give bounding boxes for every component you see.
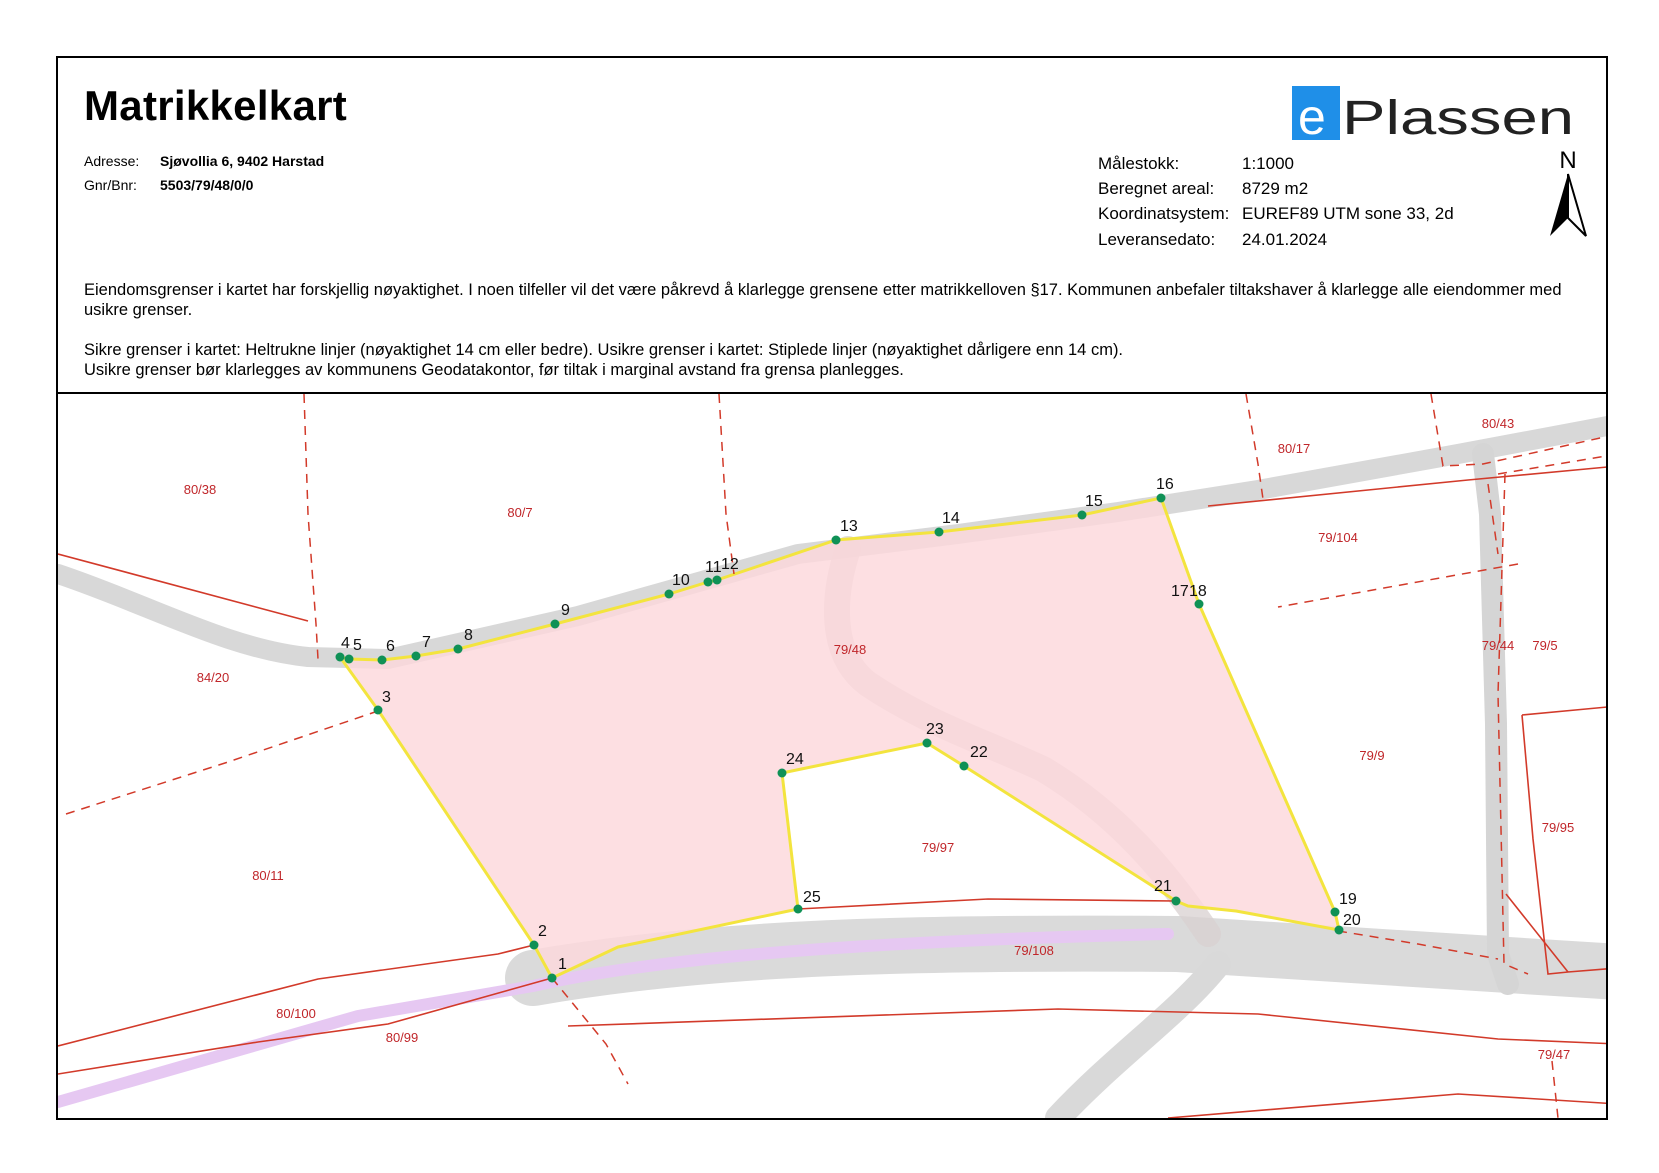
label-79-47: 79/47 (1537, 1047, 1571, 1062)
logo-letter-e: e (1298, 89, 1326, 144)
area-value: 8729 m2 (1242, 179, 1309, 198)
scale-label: Målestokk: (1098, 154, 1180, 173)
point-14 (935, 528, 944, 537)
point-19 (1331, 908, 1340, 917)
label-80-11: 80/11 (252, 868, 284, 883)
address-label: Adresse: (84, 153, 140, 169)
point-label-18: 18 (1189, 583, 1207, 600)
point-5 (345, 655, 354, 664)
cadastral-map (58, 394, 1606, 1118)
area-label: Beregnet areal: (1098, 179, 1215, 198)
point-label-9: 9 (561, 602, 570, 619)
point-6 (378, 656, 387, 665)
point-label-14: 14 (942, 510, 960, 527)
point-label-16: 16 (1156, 476, 1174, 493)
label-79-9: 79/9 (1359, 748, 1385, 763)
point-11 (704, 578, 713, 587)
crs-label: Koordinatsystem: (1098, 204, 1230, 223)
label-79-108: 79/108 (1014, 943, 1054, 958)
crs-value: EUREF89 UTM sone 33, 2d (1242, 204, 1454, 223)
label-80-100: 80/100 (276, 1006, 316, 1021)
point-25 (794, 905, 803, 914)
label-79-44: 79/44 (1481, 638, 1515, 653)
point-label-20: 20 (1343, 912, 1361, 929)
label-80-43: 80/43 (1481, 416, 1515, 431)
point-label-25: 25 (803, 889, 821, 906)
point-8 (454, 645, 463, 654)
parcel-79-48[interactable] (340, 498, 1339, 978)
point-16 (1157, 494, 1166, 503)
label-79-104: 79/104 (1318, 530, 1358, 545)
point-label-6: 6 (386, 638, 395, 655)
point-24 (778, 769, 787, 778)
disclaimer-line-types: Sikre grenser i kartet: Heltrukne linjer (nøyaktighet 14 cm eller bedre). Usikre grenser i kartet: Stiplede linjer (nøyaktighet dårligere enn 14 cm). (84, 341, 1124, 359)
point-label-17: 17 (1171, 583, 1189, 600)
point-12 (713, 576, 722, 585)
map-sheet (56, 56, 1608, 1120)
gnr-label: Gnr/Bnr: (84, 177, 137, 193)
label-84-20: 84/20 (196, 670, 230, 685)
point-label-2: 2 (538, 923, 547, 940)
road-southeast (1058, 964, 1218, 1118)
point-label-3: 3 (382, 689, 391, 706)
point-label-7: 7 (422, 634, 431, 651)
label-79-97: 79/97 (921, 840, 955, 855)
address-value: Sjøvollia 6, 9402 Harstad (160, 153, 325, 169)
page-title: Matrikkelkart (84, 82, 348, 129)
point-4 (336, 653, 345, 662)
point-label-21: 21 (1154, 878, 1172, 895)
point-13 (832, 536, 841, 545)
label-79-48: 79/48 (833, 642, 867, 657)
logo-wordmark: Plassen (1342, 92, 1574, 144)
point-label-11: 11 (705, 559, 722, 576)
point-label-23: 23 (926, 721, 944, 738)
date-value: 24.01.2024 (1242, 230, 1328, 249)
gnr-value: 5503/79/48/0/0 (160, 177, 254, 193)
point-15 (1078, 511, 1087, 520)
date-label: Leveransedato: (1098, 230, 1216, 249)
point-label-1: 1 (558, 956, 567, 973)
label-80-17: 80/17 (1277, 441, 1311, 456)
label-79-5: 79/5 (1532, 638, 1558, 653)
point-10 (665, 590, 674, 599)
disclaimer-clarify: Usikre grenser bør klarlegges av kommunens Geodatakontor, før tiltak i marginal avstand fra grensa planlegges. (84, 361, 904, 379)
label-79-95: 79/95 (1541, 820, 1575, 835)
north-arrow-icon (1540, 146, 1596, 240)
point-3 (374, 706, 383, 715)
point-17 (1195, 600, 1204, 609)
point-label-10: 10 (672, 572, 690, 589)
point-label-15: 15 (1085, 493, 1103, 510)
point-23 (923, 739, 932, 748)
point-22 (960, 762, 969, 771)
point-21 (1172, 897, 1181, 906)
label-80-38: 80/38 (183, 482, 217, 497)
point-9 (551, 620, 560, 629)
point-label-24: 24 (786, 751, 804, 768)
label-80-99: 80/99 (385, 1030, 419, 1045)
point-label-5: 5 (353, 637, 362, 654)
point-label-4: 4 (341, 635, 350, 652)
eplassen-logo (1292, 84, 1576, 144)
map-header (58, 58, 1606, 394)
scale-value: 1:1000 (1242, 154, 1294, 173)
disclaimer-accuracy: Eiendomsgrenser i kartet har forskjellig nøyaktighet. I noen tilfeller vil det være påkrevd å klarlegge grensene etter matrikkelloven §17. Kommunen anbefaler tiltakshaver å klarlegge alle eiendommer med usikre grenser. (84, 281, 1562, 319)
label-80-7: 80/7 (507, 505, 533, 520)
north-label: N (1559, 147, 1577, 174)
disclaimer (84, 280, 1584, 380)
point-label-19: 19 (1339, 891, 1357, 908)
point-7 (412, 652, 421, 661)
point-label-8: 8 (464, 627, 473, 644)
point-label-22: 22 (970, 744, 988, 761)
point-label-13: 13 (840, 518, 858, 535)
point-2 (530, 941, 539, 950)
point-label-12: 12 (721, 556, 739, 573)
point-1 (548, 974, 557, 983)
